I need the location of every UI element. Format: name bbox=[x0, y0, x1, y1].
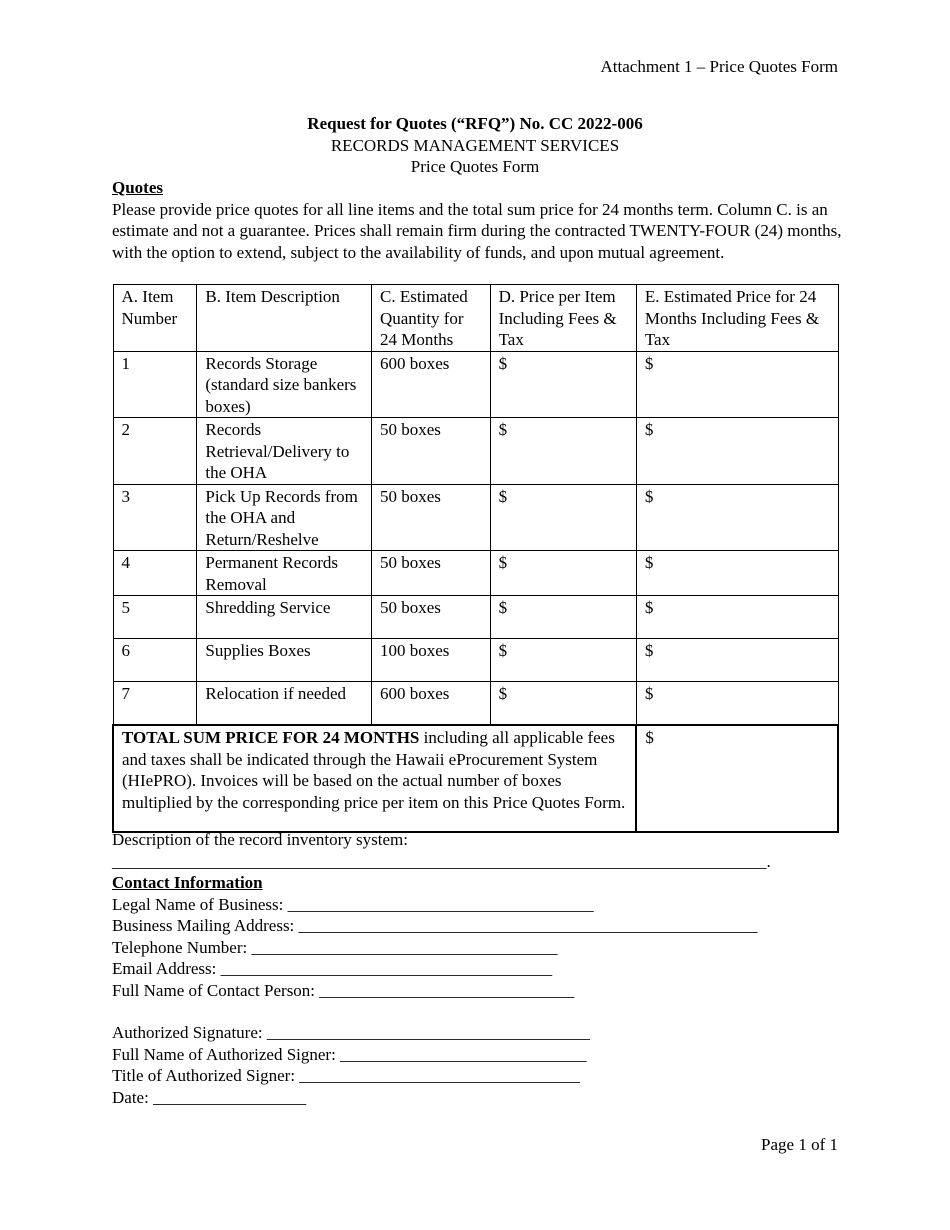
table-row bbox=[113, 551, 838, 596]
item-estimated-price-field[interactable]: $ bbox=[636, 682, 838, 726]
item-quantity: 50 boxes bbox=[371, 484, 490, 551]
item-description: Relocation if needed bbox=[197, 682, 372, 726]
signer-name-field[interactable]: Full Name of Authorized Signer: _____________________________ bbox=[112, 1044, 587, 1064]
inventory-field[interactable]: _____________________________________________________________________________. bbox=[112, 851, 771, 871]
item-number: 7 bbox=[113, 682, 197, 726]
header-item-number: A. Item Number bbox=[113, 285, 197, 352]
quotes-heading: Quotes bbox=[112, 178, 163, 197]
authorized-signature-field[interactable]: Authorized Signature: ______________________________________ bbox=[112, 1023, 590, 1042]
item-price-field[interactable]: $ bbox=[490, 596, 636, 639]
inventory-label: Description of the record inventory system: bbox=[112, 830, 409, 849]
spacer bbox=[112, 1001, 842, 1022]
total-details: including all applicable fees and taxes shall be indicated through the Hawaii eProcurement System (HIePRO). Invoices will be based on the actual number of boxes multiplied by the corresponding price per item on this Price Quotes Form. bbox=[122, 728, 626, 812]
telephone-field[interactable]: Telephone Number: ____________________________________ bbox=[112, 937, 558, 957]
item-quantity: 600 boxes bbox=[371, 682, 490, 726]
item-number: 1 bbox=[113, 351, 197, 418]
header-estimated-quantity: C. Estimated Quantity for 24 Months bbox=[371, 285, 490, 352]
item-quantity: 600 boxes bbox=[371, 351, 490, 418]
item-number: 4 bbox=[113, 551, 197, 596]
item-description: Supplies Boxes bbox=[197, 639, 372, 682]
item-estimated-price-field[interactable]: $ bbox=[636, 551, 838, 596]
total-price-field[interactable]: $ bbox=[636, 725, 838, 832]
item-description: Pick Up Records from the OHA and Return/Reshelve bbox=[197, 484, 372, 551]
header-price-per-item: D. Price per Item Including Fees & Tax bbox=[490, 285, 636, 352]
attachment-label: Attachment 1 – Price Quotes Form bbox=[600, 57, 838, 76]
item-quantity: 100 boxes bbox=[371, 639, 490, 682]
table-row bbox=[113, 639, 838, 682]
table-header-row bbox=[113, 285, 838, 352]
total-label: TOTAL SUM PRICE FOR 24 MONTHS bbox=[122, 728, 420, 747]
service-title: RECORDS MANAGEMENT SERVICES bbox=[330, 135, 620, 155]
item-estimated-price-field[interactable]: $ bbox=[636, 596, 838, 639]
mailing-address-field[interactable]: Business Mailing Address: ______________________________________________________ bbox=[112, 916, 758, 935]
signer-title-field[interactable]: Title of Authorized Signer: _________________________________ bbox=[112, 1066, 580, 1085]
item-price-field[interactable]: $ bbox=[490, 639, 636, 682]
item-estimated-price-field[interactable]: $ bbox=[636, 418, 838, 485]
email-field[interactable]: Email Address: _______________________________________ bbox=[112, 959, 553, 978]
date-field[interactable]: Date: __________________ bbox=[112, 1087, 307, 1107]
total-row bbox=[113, 725, 838, 832]
item-number: 2 bbox=[113, 418, 197, 485]
rfq-title: Request for Quotes (“RFQ”) No. CC 2022-006 bbox=[307, 114, 643, 133]
item-description: Shredding Service bbox=[197, 596, 372, 639]
item-number: 6 bbox=[113, 639, 197, 682]
item-description: Permanent Records Removal bbox=[197, 551, 372, 596]
price-quotes-table bbox=[112, 284, 839, 833]
contact-heading: Contact Information bbox=[112, 873, 263, 892]
quotes-paragraph: Please provide price quotes for all line items and the total sum price for 24 months term. Column C. is an estimate and not a guarantee. Prices shall remain firm during the contracted TWENTY-FOUR (24) months, with the option to extend, subject to the availability of funds, and upon mutual agreement. bbox=[112, 199, 842, 262]
header-estimated-price: E. Estimated Price for 24 Months Including Fees & Tax bbox=[636, 285, 838, 352]
table-row bbox=[113, 596, 838, 639]
total-description bbox=[113, 725, 636, 832]
item-price-field[interactable]: $ bbox=[490, 682, 636, 726]
table-row bbox=[113, 418, 838, 485]
form-title: Price Quotes Form bbox=[410, 157, 540, 176]
item-description: Records Storage (standard size bankers boxes) bbox=[197, 351, 372, 418]
item-estimated-price-field[interactable]: $ bbox=[636, 484, 838, 551]
form-lines bbox=[112, 829, 842, 1108]
quotes-section bbox=[112, 177, 842, 263]
table-row bbox=[113, 682, 838, 726]
item-quantity: 50 boxes bbox=[371, 596, 490, 639]
table-row bbox=[113, 351, 838, 418]
item-estimated-price-field[interactable]: $ bbox=[636, 639, 838, 682]
item-number: 5 bbox=[113, 596, 197, 639]
item-price-field[interactable]: $ bbox=[490, 551, 636, 596]
page-number: Page 1 of 1 bbox=[761, 1135, 838, 1154]
item-estimated-price-field[interactable]: $ bbox=[636, 351, 838, 418]
header-item-description: B. Item Description bbox=[197, 285, 372, 352]
contact-person-field[interactable]: Full Name of Contact Person: ______________________________ bbox=[112, 980, 575, 1000]
item-quantity: 50 boxes bbox=[371, 418, 490, 485]
item-number: 3 bbox=[113, 484, 197, 551]
legal-name-field[interactable]: Legal Name of Business: ____________________________________ bbox=[112, 894, 594, 914]
title-block bbox=[0, 113, 950, 178]
item-price-field[interactable]: $ bbox=[490, 484, 636, 551]
item-description: Records Retrieval/Delivery to the OHA bbox=[197, 418, 372, 485]
table-row bbox=[113, 484, 838, 551]
item-quantity: 50 boxes bbox=[371, 551, 490, 596]
item-price-field[interactable]: $ bbox=[490, 418, 636, 485]
item-price-field[interactable]: $ bbox=[490, 351, 636, 418]
